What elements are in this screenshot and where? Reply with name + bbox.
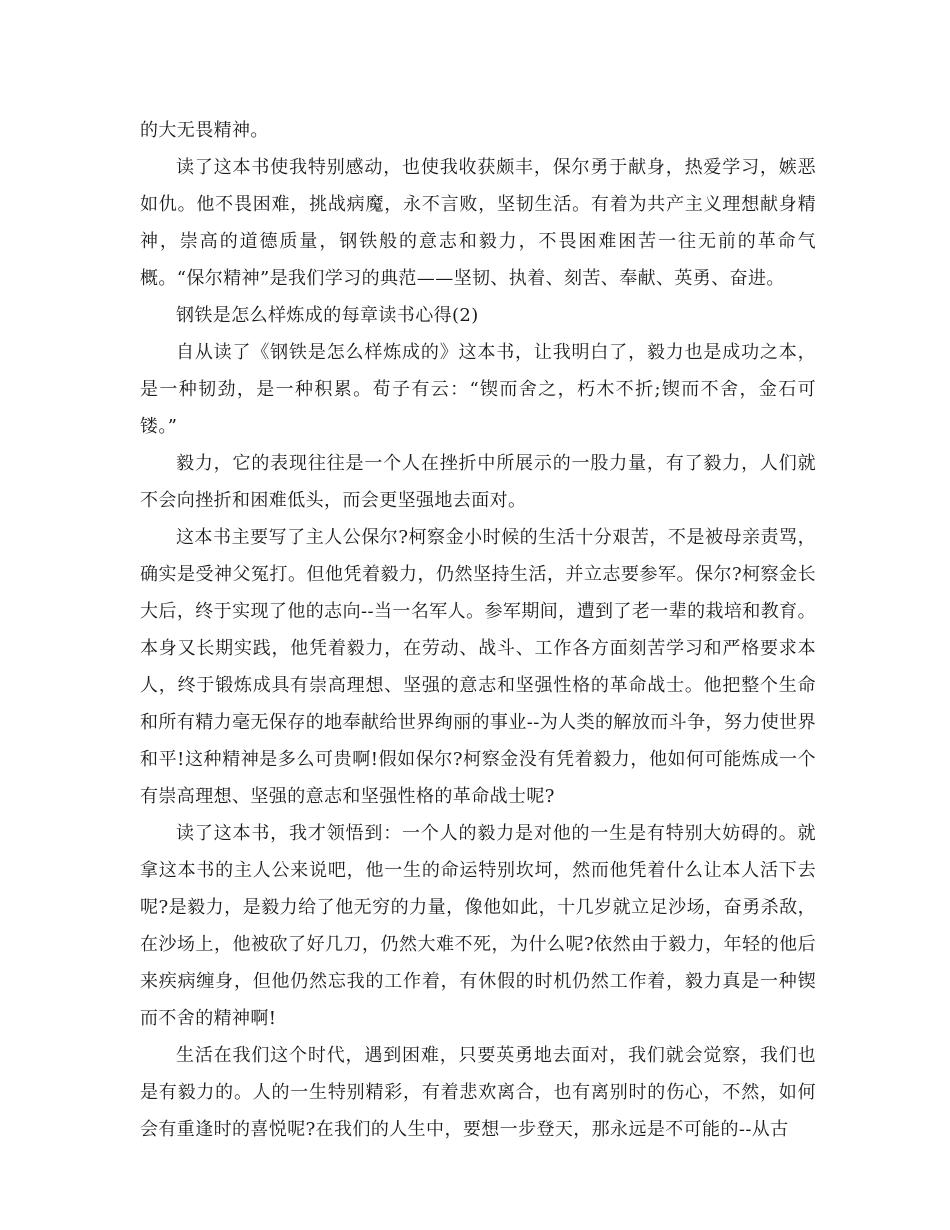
document-body: [140, 112, 816, 1148]
paragraph-7: 生活在我们这个时代，遇到困难，只要英勇地去面对，我们就会觉察，我们也是有毅力的。人的一生特别精彩，有着悲欢离合，也有离别时的伤心，不然，如何会有重逢时的喜悦呢?在我们的人生中，要想一步登天，那永远是不可能的--从古: [140, 1045, 816, 1140]
paragraph-6: 读了这本书，我才领悟到：一个人的毅力是对他的一生是有特别大妨碍的。就拿这本书的主人公来说吧，他一生的命运特别坎坷，然而他凭着什么让本人活下去呢?是毅力，是毅力给了他无穷的力量，像他如此，十几岁就立足沙场，奋勇杀敌，在沙场上，他被砍了好几刀，仍然大难不死，为什么呢?依然由于毅力，年轻的他后来疾病缠身，但他仍然忘我的工作着，有休假的时机仍然工作着，毅力真是一种锲而不舍的精神啊!: [140, 823, 816, 1029]
paragraph-3: 自从读了《钢铁是怎么样炼成的》这本书，让我明白了，毅力也是成功之本，是一种韧劲，是一种积累。荀子有云：“锲而舍之，朽木不折;锲而不舍，金石可镂。”: [140, 342, 816, 437]
paragraph-2: 读了这本书使我特别感动，也使我收获颇丰，保尔勇于献身，热爱学习，嫉恶如仇。他不畏困难，挑战病魔，永不言败，坚韧生活。有着为共产主义理想献身精神，崇高的道德质量，钢铁般的意志和毅力，不畏困难困苦一往无前的革命气概。“保尔精神”是我们学习的典范——坚韧、执着、刻苦、奉献、英勇、奋进。: [140, 157, 816, 289]
paragraph-4: 毅力，它的表现往往是一个人在挫折中所展示的一股力量，有了毅力，人们就不会向挫折和困难低头，而会更坚强地去面对。: [140, 453, 816, 511]
paragraph-5: 这本书主要写了主人公保尔?柯察金小时候的生活十分艰苦，不是被母亲责骂，确实是受神父冤打。但他凭着毅力，仍然坚持生活，并立志要参军。保尔?柯察金长大后，终于实现了他的志向--当一名军人。参军期间，遭到了老一辈的栽培和教育。本身又长期实践，他凭着毅力，在劳动、战斗、工作各方面刻苦学习和严格要求本人，终于锻炼成具有崇高理想、坚强的意志和坚强性格的革命战士。他把整个生命和所有精力毫无保存的地奉献给世界绚丽的事业--为人类的解放而斗争，努力使世界和平!这种精神是多么可贵啊!假如保尔?柯察金没有凭着毅力，他如何可能炼成一个有崇高理想、坚强的意志和坚强性格的革命战士呢?: [140, 527, 816, 807]
paragraph-1: 的大无畏精神。: [140, 120, 269, 141]
section-heading: 钢铁是怎么样炼成的每章读书心得(2): [176, 305, 479, 326]
